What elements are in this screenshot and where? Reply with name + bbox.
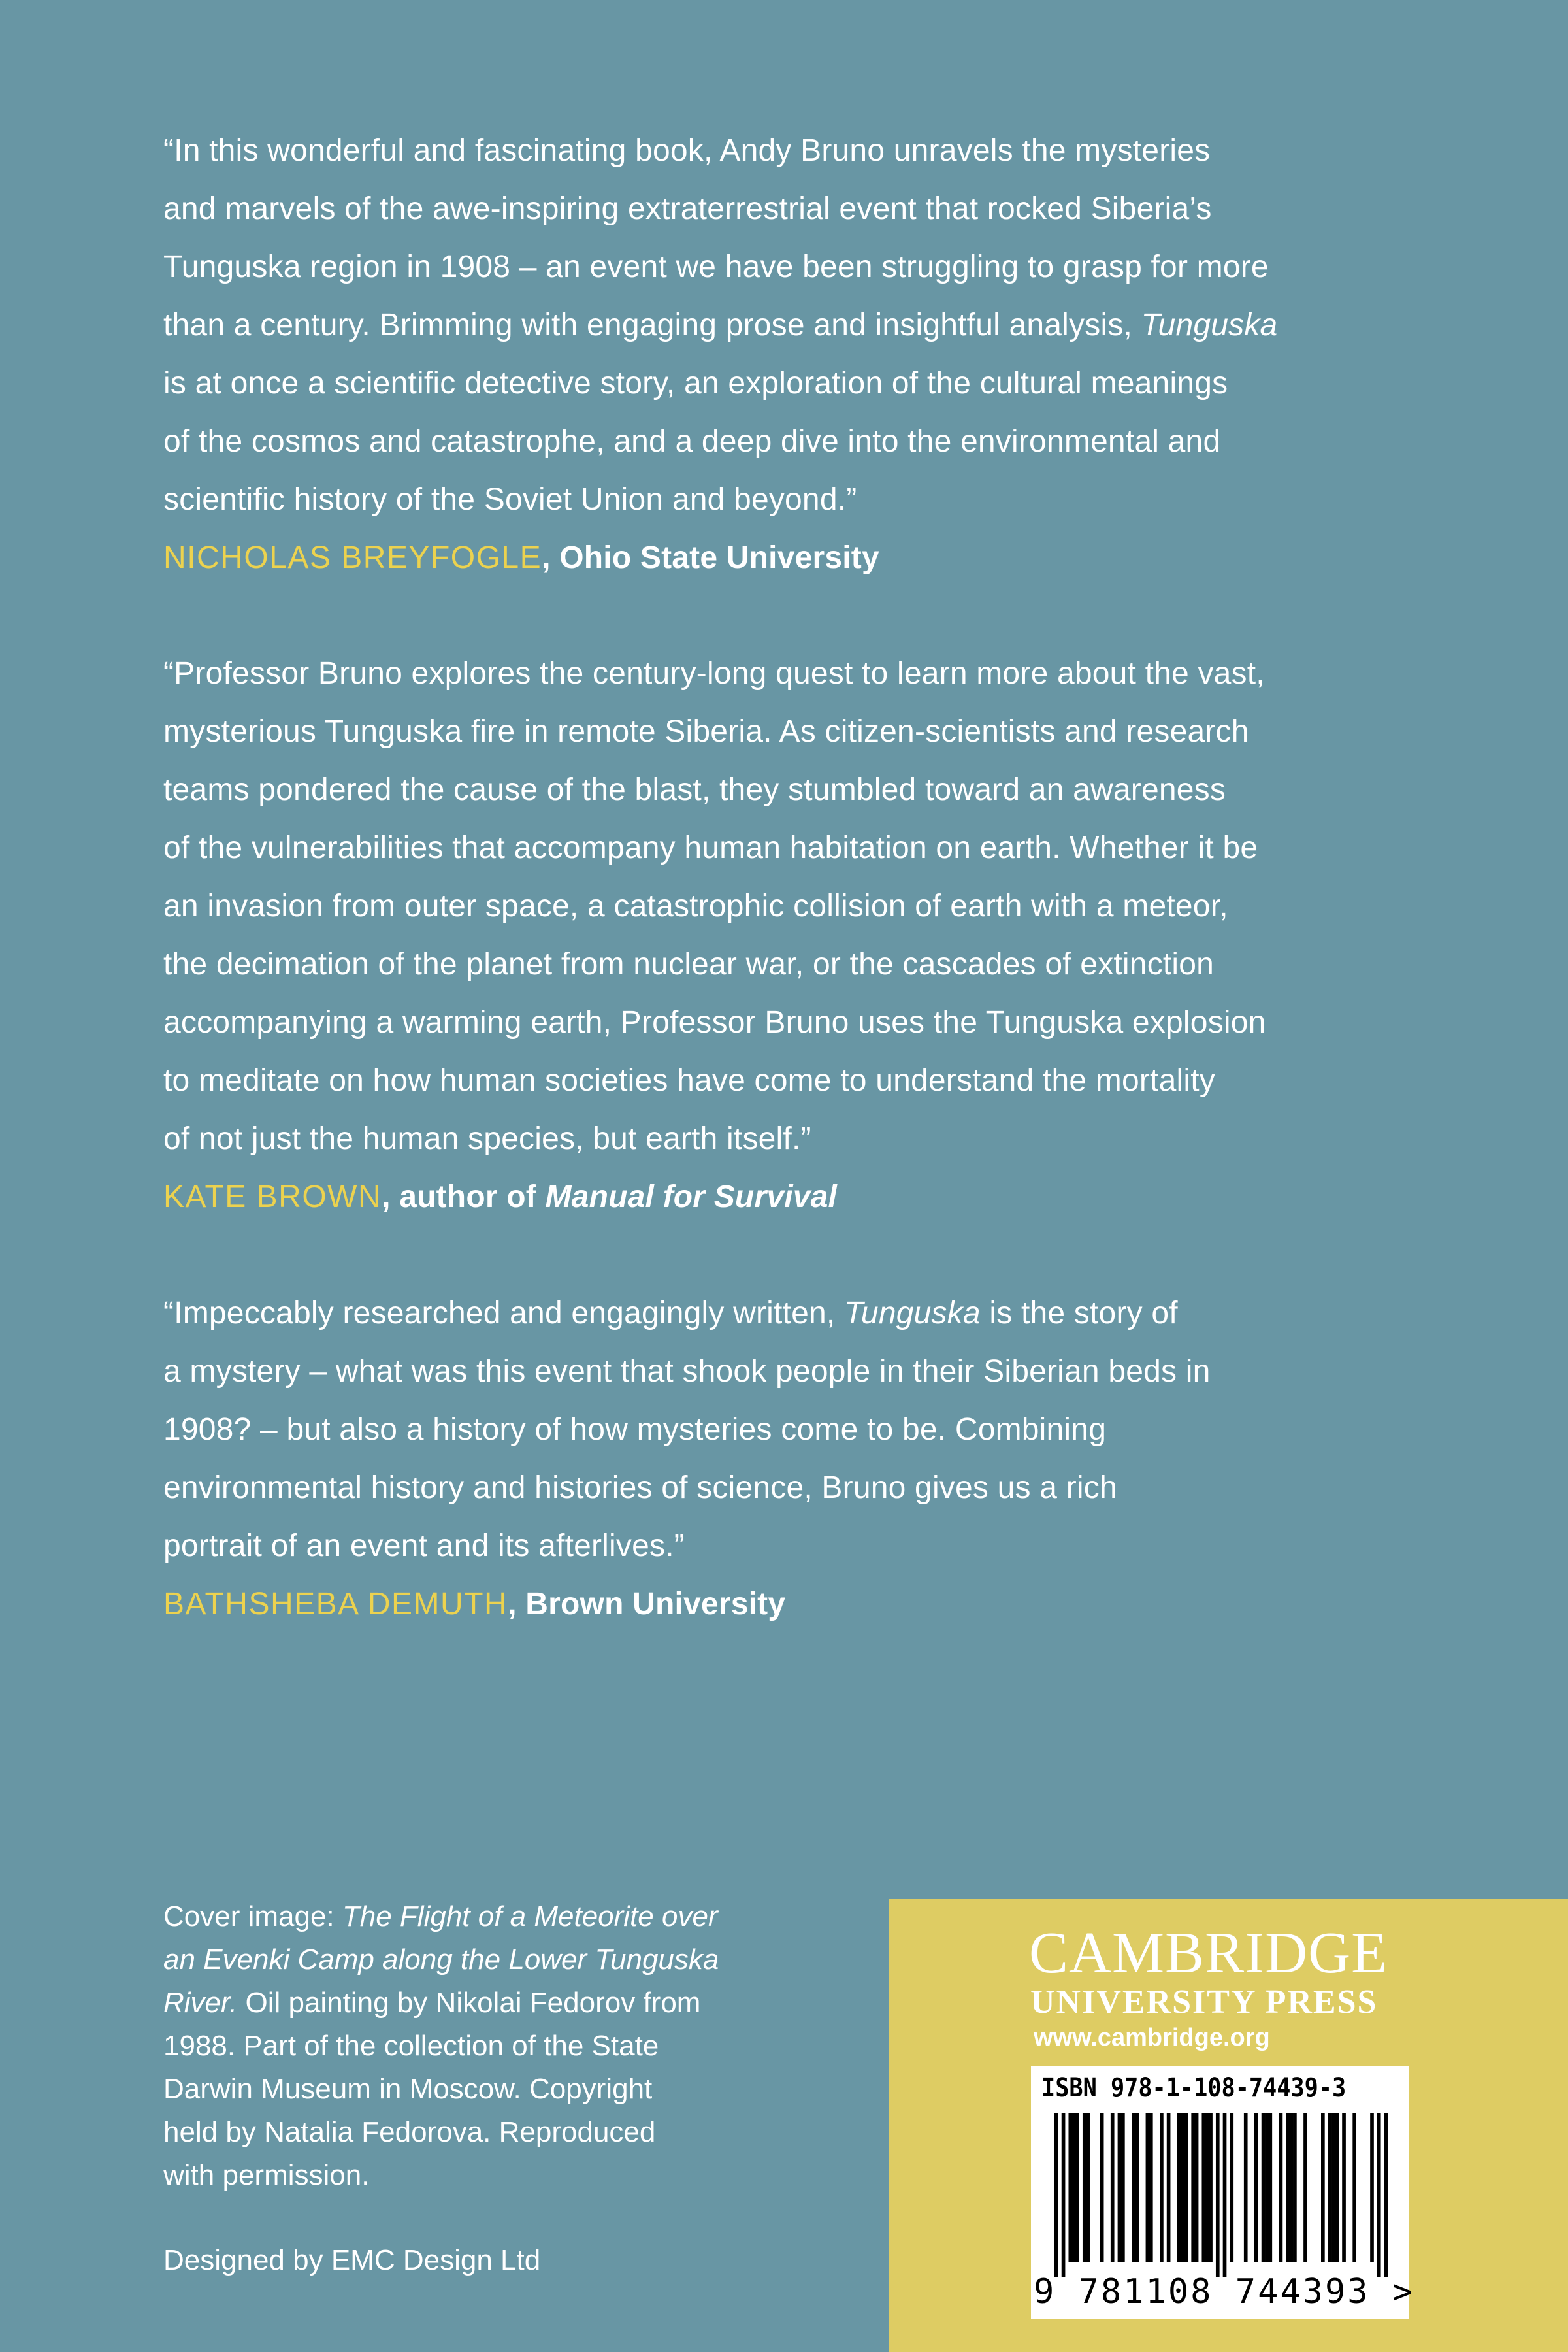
- reviewer-affiliation: author of: [399, 1180, 546, 1214]
- quote-line: an invasion from outer space, a catastrophic collision of earth with a meteor,: [163, 889, 1228, 923]
- attribution: [163, 1575, 1444, 1633]
- barcode-bar: [1290, 2113, 1294, 2262]
- book-title: Manual for Survival: [545, 1180, 838, 1214]
- barcode-bar: [1209, 2113, 1213, 2262]
- quote-line: of the vulnerabilities that accompany human habitation on earth. Whether it be: [163, 831, 1258, 865]
- credit-line: Darwin Museum in Moscow. Copyright: [163, 2073, 653, 2105]
- barcode-bar: [1293, 2113, 1297, 2262]
- separator: ,: [508, 1587, 526, 1621]
- book-title: Tunguska: [1141, 308, 1278, 342]
- credit-line: held by Natalia Fedorova. Reproduced: [163, 2116, 656, 2148]
- quote-text: is the story of: [980, 1296, 1178, 1331]
- quote-line: is at once a scientific detective story, an exploration of the cultural meanings: [163, 366, 1228, 401]
- quote-line: and marvels of the awe-inspiring extraterrestrial event that rocked Siberia’s: [163, 191, 1212, 226]
- quote-line: teams pondered the cause of the blast, they stumbled toward an awareness: [163, 772, 1226, 807]
- quote-line: “Professor Bruno explores the century-long quest to learn more about the vast,: [163, 656, 1265, 691]
- barcode-bar: [1072, 2113, 1076, 2262]
- barcode-bar: [1268, 2113, 1272, 2262]
- barcode-bar: [1191, 2113, 1195, 2262]
- barcode-bar: [1370, 2113, 1374, 2262]
- barcode-bar: [1244, 2113, 1248, 2262]
- attribution: [163, 1168, 1444, 1226]
- publisher-logo: CAMBRIDGE: [1029, 1921, 1388, 1985]
- quote-line: Tunguska region in 1908 – an event we have been struggling to grasp for more: [163, 250, 1269, 284]
- barcode-bar: [1331, 2113, 1335, 2262]
- credit-text: Oil painting by Nikolai Fedorov from: [237, 1987, 701, 2019]
- barcode-bar: [1335, 2113, 1339, 2262]
- barcode-bar: [1328, 2113, 1332, 2262]
- quote-2: [163, 644, 1444, 1226]
- barcode-bar: [1286, 2113, 1290, 2262]
- publisher-panel: [889, 1899, 1568, 2352]
- barcode-bar: [1195, 2113, 1199, 2262]
- painting-title: an Evenki Camp along the Lower Tunguska: [163, 1944, 719, 1976]
- barcode-bar: [1181, 2113, 1184, 2262]
- reviewer-affiliation: Brown University: [525, 1587, 786, 1621]
- barcode-bar: [1167, 2113, 1171, 2262]
- attribution: [163, 529, 1444, 587]
- designer-credit: Designed by EMC Design Ltd: [163, 2244, 541, 2276]
- credit-line: [163, 1981, 817, 2025]
- quote-line: “In this wonderful and fascinating book, Andy Bruno unravels the mysteries: [163, 133, 1211, 168]
- barcode-bar: [1377, 2113, 1381, 2277]
- separator: ,: [542, 540, 560, 575]
- quote-line: to meditate on how human societies have come to understand the mortality: [163, 1063, 1215, 1098]
- quote-line: of not just the human species, but earth itself.”: [163, 1121, 811, 1156]
- quote-line: the decimation of the planet from nuclear war, or the cascades of extinction: [163, 947, 1215, 982]
- barcode-bar: [1075, 2113, 1079, 2262]
- barcode-bar: [1352, 2113, 1356, 2262]
- barcode-bar: [1384, 2113, 1388, 2277]
- barcode-bar: [1279, 2113, 1283, 2262]
- quote-3: [163, 1284, 1444, 1633]
- quote-line: a mystery – what was this event that shook people in their Siberian beds in: [163, 1354, 1211, 1389]
- publisher-logo-subtitle: UNIVERSITY PRESS: [1030, 1983, 1378, 2021]
- barcode-bar: [1321, 2113, 1325, 2262]
- barcode-bar: [1132, 2113, 1135, 2262]
- barcode-bar: [1121, 2113, 1125, 2262]
- barcode-bar: [1083, 2113, 1086, 2262]
- quote-line: mysterious Tunguska fire in remote Siberia. As citizen-scientists and research: [163, 714, 1249, 749]
- barcode-bar: [1160, 2113, 1164, 2262]
- publisher-url[interactable]: www.cambridge.org: [1034, 2024, 1270, 2051]
- painting-title: The Flight of a Meteorite over: [342, 1900, 718, 1932]
- quote-line: portrait of an event and its afterlives.”: [163, 1529, 685, 1563]
- quote-line: 1908? – but also a history of how mysteries come to be. Combining: [163, 1412, 1107, 1447]
- barcode-bar: [1111, 2113, 1115, 2262]
- separator: ,: [382, 1180, 400, 1214]
- credit-line: with permission.: [163, 2159, 370, 2191]
- barcode-bar: [1068, 2113, 1072, 2262]
- quote-line: of the cosmos and catastrophe, and a deep dive into the environmental and: [163, 424, 1221, 459]
- quote-1: [163, 122, 1444, 587]
- quote-line: [163, 296, 1444, 354]
- quote-line: scientific history of the Soviet Union and beyond.”: [163, 482, 857, 517]
- credit-line: [163, 1895, 817, 1938]
- cover-credit: [163, 1895, 817, 2197]
- barcode-bar: [1062, 2113, 1066, 2277]
- quote-line: environmental history and histories of science, Bruno gives us a rich: [163, 1470, 1117, 1505]
- quote-text: than a century. Brimming with engaging prose and insightful analysis,: [163, 308, 1141, 342]
- barcode-bars: [1054, 2113, 1388, 2277]
- barcode-bar: [1254, 2113, 1258, 2262]
- reviewer-name: KATE BROWN: [163, 1180, 382, 1214]
- barcode-bar: [1149, 2113, 1153, 2262]
- barcode-bar: [1054, 2113, 1058, 2277]
- isbn-label: ISBN 978-1-108-74439-3: [1041, 2073, 1347, 2103]
- reviewer-affiliation: Ohio State University: [559, 540, 879, 575]
- barcode-bar: [1201, 2113, 1205, 2262]
- ean-digits: 9 781108 744393 >: [1034, 2272, 1415, 2311]
- quote-line: accompanying a warming earth, Professor Bruno uses the Tunguska explosion: [163, 1005, 1266, 1040]
- barcode-bar: [1262, 2113, 1266, 2262]
- quote-text: “Impeccably researched and engagingly written,: [163, 1296, 844, 1331]
- credit-line: 1988. Part of the collection of the State: [163, 2030, 659, 2062]
- painting-title: River.: [163, 1987, 238, 2019]
- barcode-bar: [1303, 2113, 1307, 2262]
- barcode-bar: [1135, 2113, 1139, 2262]
- credit-line: [163, 1938, 817, 1981]
- barcode-bar: [1177, 2113, 1181, 2262]
- barcode-bar: [1205, 2113, 1209, 2262]
- barcode: [1031, 2066, 1415, 2319]
- quote-line: [163, 1284, 1444, 1342]
- barcode-bar: [1146, 2113, 1150, 2262]
- barcode-bar: [1184, 2113, 1188, 2262]
- barcode-bar: [1118, 2113, 1122, 2262]
- reviewer-name: NICHOLAS BREYFOGLE: [163, 540, 542, 575]
- credit-prefix: Cover image:: [163, 1900, 342, 1932]
- barcode-bar: [1230, 2113, 1233, 2262]
- barcode-bar: [1100, 2113, 1104, 2262]
- barcode-bar: [1342, 2113, 1346, 2262]
- book-title: Tunguska: [843, 1296, 981, 1331]
- barcode-bar: [1086, 2113, 1090, 2262]
- barcode-bar: [1223, 2113, 1227, 2277]
- barcode-bar: [1216, 2113, 1220, 2277]
- barcode-bar: [1265, 2113, 1269, 2262]
- reviewer-name: BATHSHEBA DEMUTH: [163, 1587, 508, 1621]
